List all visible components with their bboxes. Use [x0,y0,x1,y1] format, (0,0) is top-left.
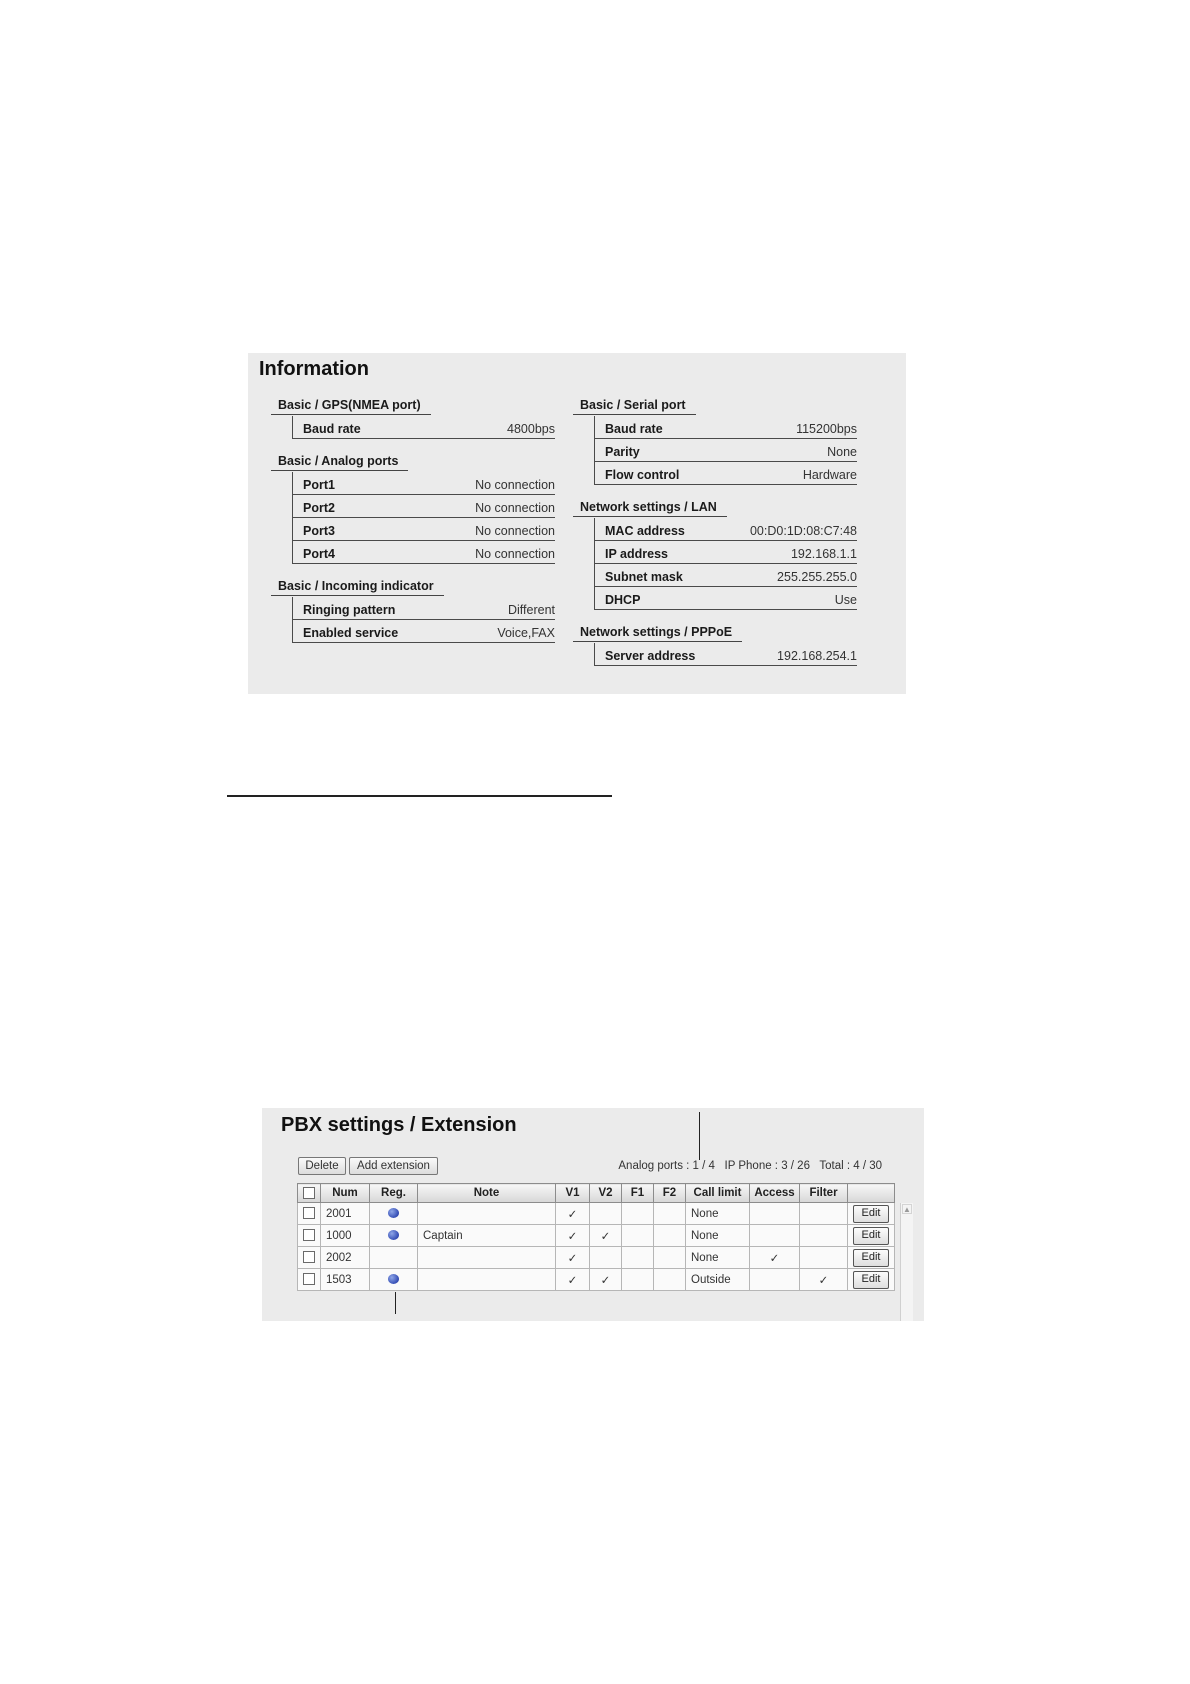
info-label: Baud rate [605,422,663,436]
information-right-column [577,396,857,679]
select-cell [298,1269,321,1291]
separator-line [227,795,612,797]
info-rows [292,472,555,564]
check-icon: ✓ [567,1230,578,1243]
info-label: Baud rate [303,422,361,436]
info-value: None [827,445,857,459]
callout-line [395,1292,396,1314]
call-limit-cell: Outside [686,1269,750,1291]
information-title: Information [259,358,369,380]
v2-cell [590,1269,622,1291]
check-icon: ✓ [818,1274,829,1287]
v2-cell [590,1225,622,1247]
info-label: Port2 [303,501,335,515]
reg-cell [370,1203,418,1225]
info-section [577,498,857,610]
info-row [594,518,857,541]
info-section [275,577,555,643]
info-label: Flow control [605,468,680,482]
info-row [594,541,857,564]
table-row [298,1247,895,1269]
reg-cell [370,1247,418,1269]
extension-table-body [298,1203,895,1291]
call-limit-cell: None [686,1247,750,1269]
information-panel [248,353,906,694]
column-header-reg[interactable]: Reg. [370,1184,418,1203]
info-value: No connection [475,547,555,561]
access-cell [750,1203,800,1225]
filter-cell [800,1247,848,1269]
section-title: Basic / Serial port [573,398,696,415]
column-header-filter[interactable]: Filter [800,1184,848,1203]
section-title: Network settings / LAN [573,500,727,517]
extension-summary: Analog ports : 1 / 4 IP Phone : 3 / 26 Total : 4 / 30 [618,1160,882,1172]
table-scrollbar[interactable] [900,1203,913,1321]
info-row [292,416,555,439]
section-title: Basic / GPS(NMEA port) [271,398,431,415]
note-cell [418,1247,556,1269]
info-label: Subnet mask [605,570,683,584]
info-label: Port4 [303,547,335,561]
info-row [292,472,555,495]
row-checkbox[interactable] [303,1273,315,1285]
num-cell: 2001 [321,1203,370,1225]
f1-cell [622,1247,654,1269]
v2-cell [590,1247,622,1269]
edit-button[interactable]: Edit [853,1227,889,1245]
info-row [594,439,857,462]
info-value: Voice,FAX [497,626,555,640]
info-value: No connection [475,524,555,538]
info-label: MAC address [605,524,685,538]
info-label: Port1 [303,478,335,492]
call-limit-cell: None [686,1225,750,1247]
column-header-f2[interactable]: F2 [654,1184,686,1203]
info-row [292,518,555,541]
num-cell: 1000 [321,1225,370,1247]
edit-cell [848,1269,895,1291]
delete-button[interactable]: Delete [298,1157,346,1175]
v1-cell [556,1247,590,1269]
column-header-note[interactable]: Note [418,1184,556,1203]
filter-cell [800,1203,848,1225]
num-cell: 2002 [321,1247,370,1269]
registered-status-icon [388,1208,399,1218]
access-cell [750,1225,800,1247]
column-header-access[interactable]: Access [750,1184,800,1203]
info-label: Parity [605,445,640,459]
column-header-num[interactable]: Num [321,1184,370,1203]
info-row [594,462,857,485]
check-icon: ✓ [567,1274,578,1287]
v1-cell [556,1225,590,1247]
check-icon: ✓ [567,1208,578,1221]
edit-cell [848,1247,895,1269]
info-value: 255.255.255.0 [777,570,857,584]
info-label: Enabled service [303,626,399,640]
info-value: 192.168.1.1 [790,547,857,561]
info-value: Use [834,593,857,607]
f1-cell [622,1225,654,1247]
table-row [298,1225,895,1247]
edit-button[interactable]: Edit [853,1271,889,1289]
pbx-title: PBX settings / Extension [281,1114,517,1136]
info-value: No connection [475,478,555,492]
column-header-v2[interactable]: V2 [590,1184,622,1203]
info-label: IP address [605,547,669,561]
information-left-column [275,396,555,656]
edit-button[interactable]: Edit [853,1205,889,1223]
info-label: Port3 [303,524,335,538]
v1-cell [556,1269,590,1291]
callout-line [699,1112,700,1160]
f2-cell [654,1269,686,1291]
info-label: Server address [605,649,696,663]
info-rows [594,643,857,666]
check-icon: ✓ [567,1252,578,1265]
edit-button[interactable]: Edit [853,1249,889,1267]
info-rows [292,597,555,643]
f2-cell [654,1247,686,1269]
column-header-edit [848,1184,895,1203]
info-section [577,396,857,485]
info-row [594,416,857,439]
select-cell [298,1247,321,1269]
row-checkbox[interactable] [303,1251,315,1263]
check-icon: ✓ [600,1274,611,1287]
registered-status-icon [388,1230,399,1240]
note-cell [418,1203,556,1225]
info-rows [292,416,555,439]
info-label: Ringing pattern [303,603,396,617]
scroll-up-arrow-icon[interactable]: ▲ [903,1205,911,1214]
edit-cell [848,1225,895,1247]
reg-cell [370,1269,418,1291]
v2-cell [590,1203,622,1225]
note-cell [418,1269,556,1291]
column-header-f1[interactable]: F1 [622,1184,654,1203]
v1-cell [556,1203,590,1225]
info-rows [594,416,857,485]
row-checkbox[interactable] [303,1207,315,1219]
pbx-extension-panel [262,1108,924,1321]
info-section [275,396,555,439]
info-rows [594,518,857,610]
info-value: 192.168.254.1 [777,649,857,663]
extension-table [297,1183,895,1291]
registered-status-icon [388,1274,399,1284]
info-row [292,620,555,643]
select-all-header [298,1184,321,1203]
info-label: DHCP [605,593,641,607]
table-header-row [298,1184,895,1203]
access-cell [750,1269,800,1291]
select-cell [298,1203,321,1225]
info-value: Different [507,603,555,617]
f2-cell [654,1203,686,1225]
section-title: Basic / Analog ports [271,454,408,471]
f1-cell [622,1203,654,1225]
info-value: 00:D0:1D:08:C7:48 [749,524,857,538]
table-row [298,1203,895,1225]
filter-cell [800,1225,848,1247]
info-row [594,564,857,587]
add-extension-button[interactable]: Add extension [349,1157,438,1175]
info-row [292,597,555,620]
info-value: Hardware [802,468,857,482]
f2-cell [654,1225,686,1247]
section-title: Network settings / PPPoE [573,625,742,642]
reg-cell [370,1225,418,1247]
note-cell: Captain [418,1225,556,1247]
info-value: 115200bps [796,422,857,436]
filter-cell [800,1269,848,1291]
info-value: No connection [475,501,555,515]
table-row [298,1269,895,1291]
access-cell [750,1247,800,1269]
info-row [292,541,555,564]
info-row [594,643,857,666]
info-row [594,587,857,610]
info-section [577,623,857,666]
column-header-call-limit[interactable]: Call limit [686,1184,750,1203]
select-cell [298,1225,321,1247]
column-header-v1[interactable]: V1 [556,1184,590,1203]
info-row [292,495,555,518]
info-value: 4800bps [507,422,555,436]
num-cell: 1503 [321,1269,370,1291]
info-section [275,452,555,564]
call-limit-cell: None [686,1203,750,1225]
f1-cell [622,1269,654,1291]
row-checkbox[interactable] [303,1229,315,1241]
section-title: Basic / Incoming indicator [271,579,444,596]
edit-cell [848,1203,895,1225]
check-icon: ✓ [600,1230,611,1243]
select-all-checkbox[interactable] [303,1187,315,1199]
check-icon: ✓ [769,1252,780,1265]
